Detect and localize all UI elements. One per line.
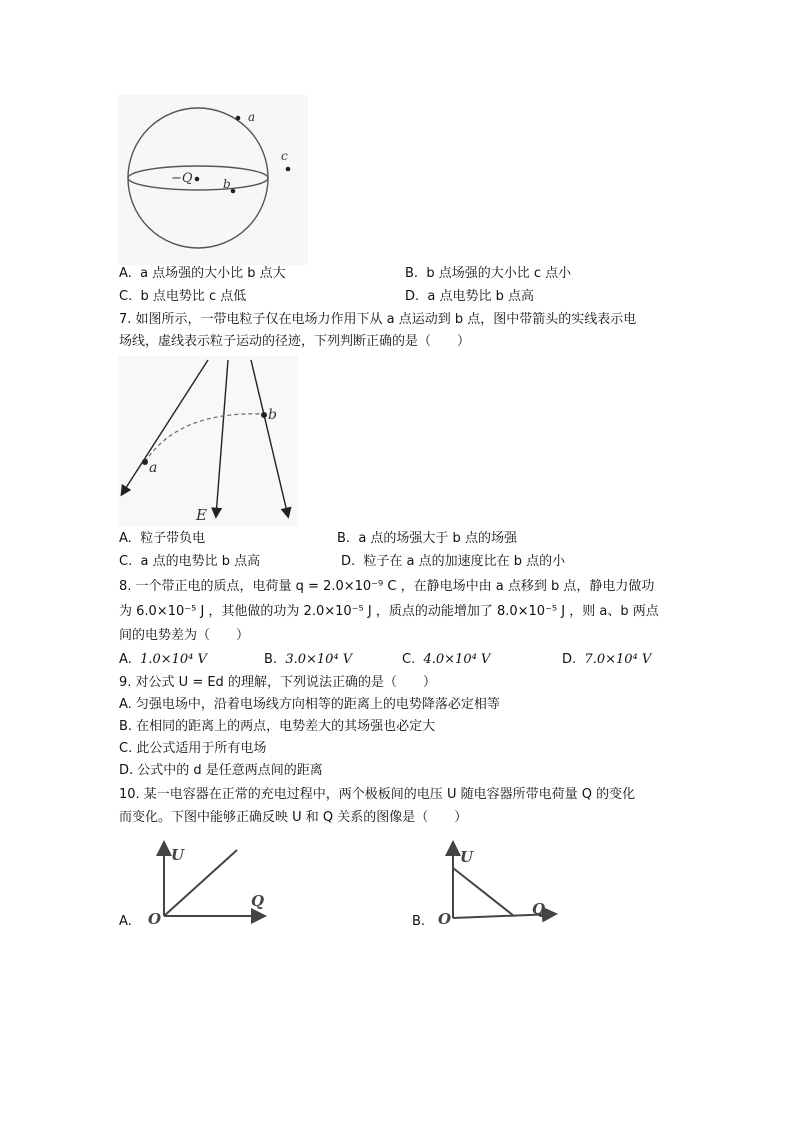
q10-graph-b-key: B. <box>412 914 426 929</box>
q6-option-d: D. a 点电势比 b 点高 <box>405 289 535 304</box>
charge-point <box>195 177 200 182</box>
q10-graph-a-key: A. <box>119 914 132 929</box>
point-a <box>236 116 241 121</box>
q10-graph-a <box>145 838 275 928</box>
graph-a-origin: O <box>148 910 162 928</box>
q10-stem-line1: 10. 某一电容器在正常的充电过程中，两个极板间的电压 U 随电容器所带电荷量 Q 的变化 <box>119 787 636 802</box>
q7-point-a <box>142 459 148 465</box>
label-c: c <box>281 149 288 163</box>
label-a: a <box>248 110 256 124</box>
q9-option-d: D. 公式中的 d 是任意两点间的距离 <box>119 763 323 778</box>
q6-sphere-figure <box>118 95 308 265</box>
q8-option-b: B. 3.0×10⁴ V <box>264 652 353 667</box>
q10-graph-b <box>436 838 566 928</box>
q7-label-E: E <box>196 506 207 524</box>
label-b: b <box>223 177 231 191</box>
graph-b-x-label: Q <box>532 900 546 918</box>
q9-option-c: C. 此公式适用于所有电场 <box>119 741 267 756</box>
point-c <box>286 167 291 172</box>
q6-option-c: C. b 点电势比 c 点低 <box>119 289 247 304</box>
q6-option-a: A. a 点场强的大小比 b 点大 <box>119 266 286 281</box>
q7-point-b <box>261 412 267 418</box>
q8-stem-line1: 8. 一个带正电的质点，电荷量 q = 2.0×10⁻⁹ C ，在静电场中由 a 点移到 b 点，静电力做功 <box>119 579 655 594</box>
graph-b-y-label: U <box>460 848 474 866</box>
q7-option-d: D. 粒子在 a 点的加速度比在 b 点的小 <box>341 554 566 569</box>
q7-label-a: a <box>149 460 158 476</box>
q7-label-b: b <box>268 407 277 423</box>
q8-option-d: D. 7.0×10⁴ V <box>562 652 652 667</box>
q9-option-b: B. 在相同的距离上的两点，电势差大的其场强也必定大 <box>119 719 436 734</box>
q8-option-a: A. 1.0×10⁴ V <box>119 652 207 667</box>
graph-b-origin: O <box>438 910 452 928</box>
q7-option-c: C. a 点的电势比 b 点高 <box>119 554 261 569</box>
q7-field-figure <box>118 356 298 526</box>
point-b <box>231 189 236 194</box>
q7-option-a: A. 粒子带负电 <box>119 531 206 546</box>
q8-option-c: C. 4.0×10⁴ V <box>402 652 491 667</box>
q7-stem-line2: 场线，虚线表示粒子运动的径迹，下列判断正确的是（ ） <box>119 334 471 349</box>
graph-a-y-label: U <box>171 846 185 864</box>
q8-stem-line3: 间的电势差为（ ） <box>119 628 250 643</box>
q8-stem-line2: 为 6.0×10⁻⁵ J ，其他做的功为 2.0×10⁻⁵ J ，质点的动能增加了 8.0×10⁻⁵ J ，则 a、b 两点 <box>119 604 659 619</box>
q9-stem: 9. 对公式 U = Ed 的理解，下列说法正确的是（ ） <box>119 675 436 690</box>
q7-stem-line1: 7. 如图所示，一带电粒子仅在电场力作用下从 a 点运动到 b 点，图中带箭头的实线表示电 <box>119 312 637 327</box>
graph-b-line <box>453 868 514 916</box>
graph-a-x-label: Q <box>251 892 265 910</box>
q9-option-a: A. 匀强电场中，沿着电场线方向相等的距离上的电势降落必定相等 <box>119 697 500 712</box>
q10-stem-line2: 而变化。下图中能够正确反映 U 和 Q 关系的图像是（ ） <box>119 810 468 825</box>
q6-option-b: B. b 点场强的大小比 c 点小 <box>405 266 572 281</box>
q7-option-b: B. a 点的场强大于 b 点的场强 <box>337 531 517 546</box>
charge-label: −Q <box>171 171 193 186</box>
